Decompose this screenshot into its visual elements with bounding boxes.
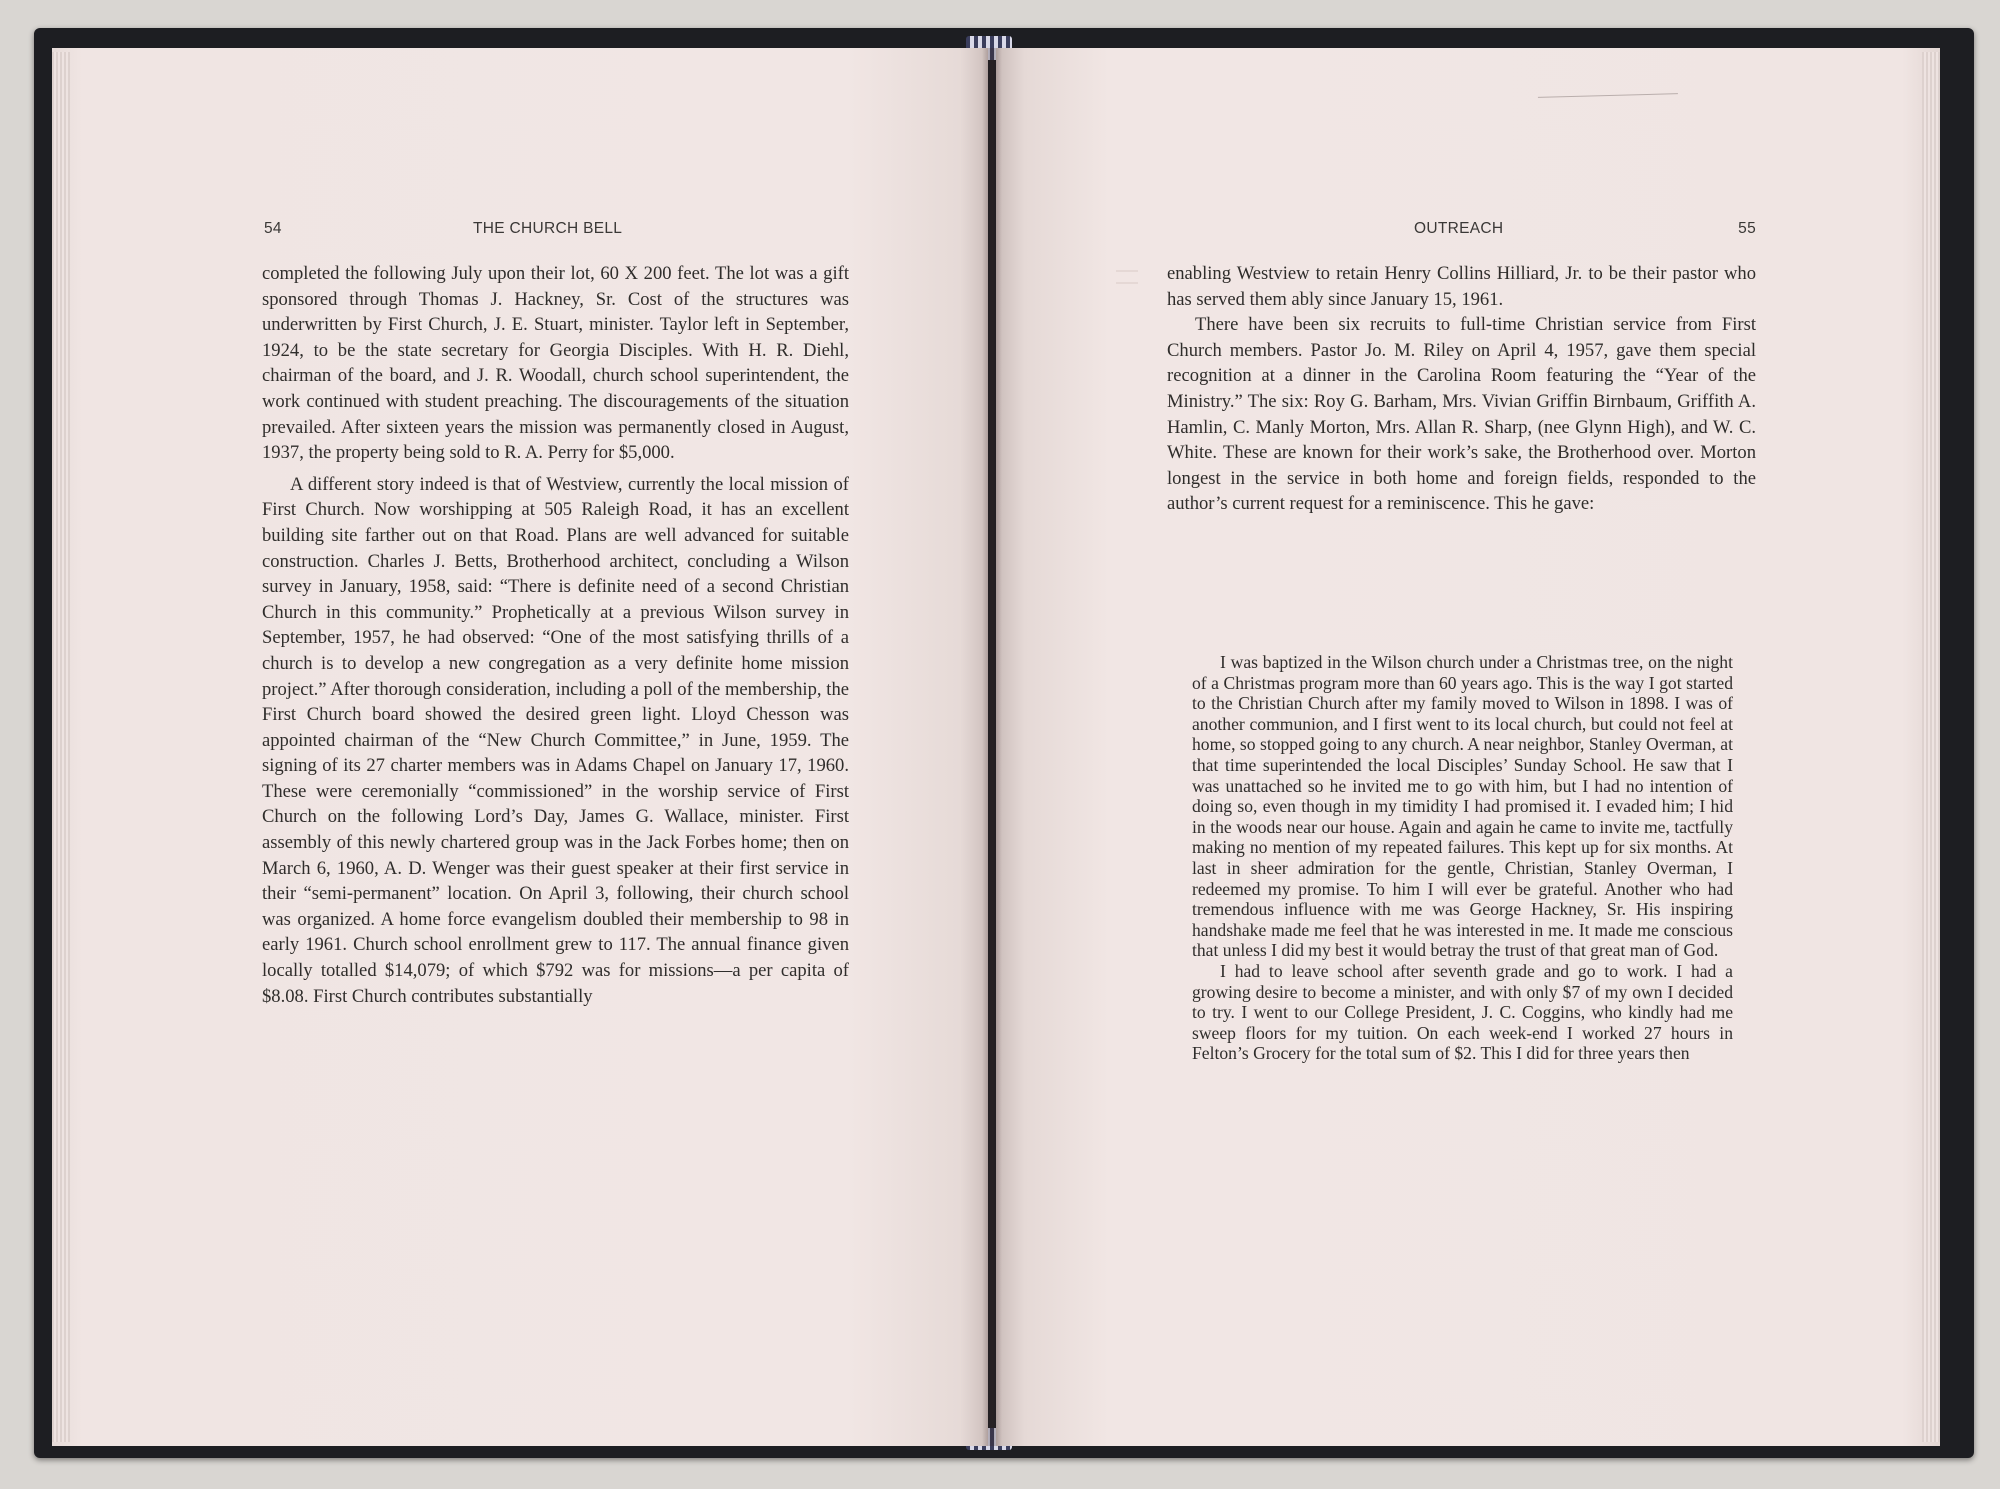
paragraph: enabling Westview to retain Henry Collins Hilliard, Jr. to be their pastor who has served them ably since January 15, 1961. bbox=[1167, 263, 1756, 310]
right-page-body bbox=[1167, 261, 1756, 517]
show-through-mark bbox=[1116, 270, 1138, 284]
book-gutter bbox=[982, 48, 1002, 1446]
right-page-number: 55 bbox=[1738, 220, 1756, 237]
paragraph: There have been six recruits to full-time Christian service from First Church members. Pastor Jo. M. Riley on April 4, 1957, gave them special recognition at a dinner in the Carolina Room featuring the “Year of the Ministry.” The six: Roy G. Barham, Mrs. Vivian Griffin Birnbaum, Griffith A. Hamlin, C. Manly Morton, Mrs. Allan R. Sharp, (nee Glynn High), and W. C. White. These are known for their work’s sake, the Brotherhood over. Morton longest in the service in both home and foreign fields, responded to the author’s current request for a reminiscence. This he gave: bbox=[1167, 314, 1756, 515]
right-running-head bbox=[1167, 220, 1756, 242]
left-page-body bbox=[262, 261, 849, 1009]
paragraph: A different story indeed is that of Westview, currently the local mission of First Church. Now worshipping at 505 Raleigh Road, it has an excellent building site farther out on that Road. Plans are well advanced for suitable construction. Charles J. Betts, Brotherhood architect, concluding a Wilson survey in January, 1958, said: “There is definite need of a second Christian Church in this community.” Prophetically at a previous Wilson survey in September, 1957, he had observed: “One of the most satisfying thrills of a church is to develop a new congregation as a very definite home mission project.” After thorough consideration, including a poll of the membership, the First Church board showed the desired green light. Lloyd Chesson was appointed chairman of the “New Church Committee,” in June, 1959. The signing of its 27 charter members was in Adams Chapel on January 17, 1960. These were ceremonially “commissioned” in the worship service of First Church on the following Lord’s Day, James G. Wallace, minister. First assembly of this newly chartered group was in the Jack Forbes home; then on March 6, 1960, A. D. Wenger was their guest speaker at their first service in their “semi-permanent” location. On April 3, following, their church school was organized. A home force evangelism doubled their membership to 98 in early 1961. Church school enrollment grew to 117. The annual finance given locally totalled $14,079; of which $792 was for missions—a per capita of $8.08. First Church contributes substantially bbox=[262, 473, 849, 1007]
quote-paragraph: I had to leave school after seventh grade and go to work. I had a growing desire to become a minister, and with only $7 of my own I decided to try. I went to our College President, J. C. Coggins, who kindly had me sweep floors for my tuition. On each week-end I worked 27 hours in Felton’s Grocery for the total sum of $2. This I did for three years then bbox=[1192, 960, 1733, 1064]
right-page-edges bbox=[1922, 52, 1940, 1442]
right-running-title: OUTREACH bbox=[1414, 220, 1504, 237]
left-running-head bbox=[262, 220, 849, 242]
quote-paragraph: I was baptized in the Wilson church under a Christmas tree, on the night of a Christmas program more than 60 years ago. This is the way I got started to the Christian Church after my family moved to Wilson in 1898. I was of another communion, and I first went to its local church, but could not feel at home, so stopped going to any church. A near neighbor, Stanley Overman, at that time superintended the local Disciples’ Sunday School. He saw that I was unattached so he invited me to go with him, but I had no intention of doing so, even though in my timidity I had promised it. I evaded him; I hid in the woods near our house. Again and again he came to invite me, tactfully making no mention of my repeated failures. This kept up for six months. At last in sheer admiration for the gentle, Christian, Stanley Overman, I redeemed my promise. To him I will ever be grateful. Another who had tremendous influence with me was George Hackney, Sr. His inspiring handshake made me feel that he was interested in me. It made me conscious that unless I did my best it would betray the trust of that great man of God. bbox=[1192, 652, 1733, 961]
left-page-edges bbox=[52, 52, 70, 1442]
left-page-number: 54 bbox=[264, 220, 282, 237]
reminiscence-quote bbox=[1192, 652, 1733, 1064]
paragraph: completed the following July upon their lot, 60 X 200 feet. The lot was a gift sponsored through Thomas J. Hackney, Sr. Cost of the structures was underwritten by First Church, J. E. Stuart, minister. Taylor left in September, 1924, to be the state secretary for Georgia Disciples. With H. R. Diehl, chairman of the board, and J. R. Woodall, church school superintendent, the work continued with student preaching. The discouragements of the situation prevailed. After sixteen years the mission was permanently closed in August, 1937, the property being sold to R. A. Perry for $5,000. bbox=[262, 263, 849, 464]
left-running-title: THE CHURCH BELL bbox=[473, 220, 623, 237]
